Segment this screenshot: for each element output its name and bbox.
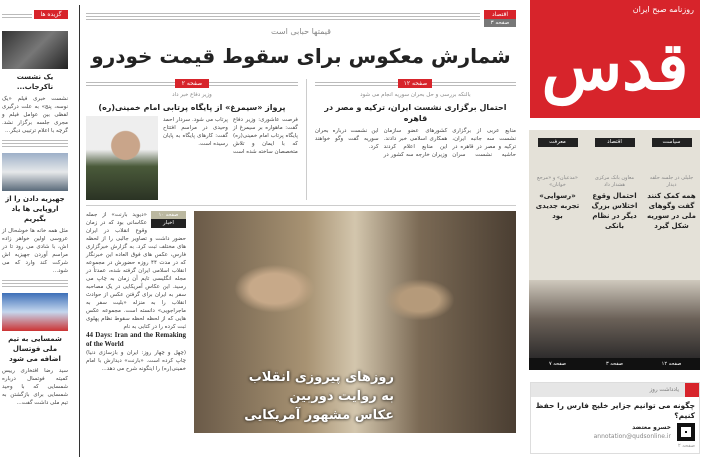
caption-line: به روایت دوربین bbox=[289, 389, 394, 404]
card-section: معرفت bbox=[538, 138, 578, 147]
card-title: احتمال وقوع اختلاس بزرگ دیگر در نظام بانکی bbox=[591, 192, 638, 230]
headline[interactable]: شمارش معکوس برای سقوط قیمت خودرو bbox=[91, 44, 511, 68]
divider bbox=[2, 140, 68, 147]
note-meta bbox=[594, 424, 671, 441]
card-economy[interactable] bbox=[586, 130, 643, 370]
minister-photo bbox=[86, 116, 158, 200]
note-title[interactable]: چگونه می توانیم جزایر خلیج فارس را حفظ کنیم؟ bbox=[535, 401, 695, 420]
story-kicker: بالنکه بررسی و حل بحران سوریه انجام می شود bbox=[360, 92, 471, 98]
item-text: سید رضا افتخاری رییس کمیته فوتسال درباره شمسایی که با وحید شمسایی برای بازگشتن به تیم ملی داشت گفت... bbox=[2, 368, 68, 406]
story-kicker: وزیر دفاع خبر داد bbox=[172, 92, 212, 98]
note-label: یادداشت روز bbox=[649, 387, 679, 393]
section-tag: اخبار bbox=[151, 219, 186, 228]
quote-icon bbox=[677, 423, 695, 441]
masthead-logo[interactable] bbox=[530, 0, 700, 118]
section-tag: اقتصاد bbox=[484, 10, 516, 19]
note-header bbox=[531, 383, 699, 397]
item-title[interactable]: یک نشست ناکرجاب... bbox=[16, 73, 54, 91]
card-title: همه کمک کنند گفت وگوهای ملی در سوریه شکل گیرد bbox=[647, 192, 696, 230]
item-text: مثل همه خانه ها خوشحال از عروسی اولین خواهر زاده اش، با شادی می رود تا در مراسم آوردن جهیزیه اش شرکت کند وارد که می شود... bbox=[2, 228, 68, 274]
story-title[interactable]: پرواز «سیمرغ» از پایگاه پرتابی امام خمینی(ره) bbox=[98, 103, 286, 112]
photo-story-row bbox=[86, 211, 516, 433]
hr bbox=[86, 205, 516, 206]
column-rule bbox=[306, 79, 307, 200]
note-author: خسرو معتضد bbox=[632, 423, 671, 431]
card-kicker: «مدعیان» و «مرجع خوانان» bbox=[537, 175, 578, 188]
story-text: (چهل و چهار روز: ایران و بازسازی دنیا) چاپ کرده است. «بارنت» دیدارش با امام خمینی(ره) را اینگونه شرح می دهد... bbox=[86, 350, 186, 372]
card-kicker: معاون بانک مرکزی هشدار داد bbox=[594, 175, 635, 188]
logo-text: قدس bbox=[541, 27, 689, 105]
note-byline bbox=[531, 423, 699, 441]
card-title: «رسوایی» تجربه جدیدی بود bbox=[535, 192, 580, 220]
portrait-photo bbox=[643, 280, 700, 358]
card-section: سیاست bbox=[652, 138, 692, 147]
card-page: صفحه ۱۲ bbox=[643, 358, 700, 370]
card-section: اقتصاد bbox=[595, 138, 635, 147]
list-item[interactable] bbox=[2, 31, 68, 135]
list-item[interactable] bbox=[2, 153, 68, 275]
card-politics[interactable] bbox=[643, 130, 700, 370]
card-knowledge[interactable] bbox=[529, 130, 586, 370]
photo-story-text bbox=[86, 211, 186, 433]
main-column bbox=[86, 10, 516, 433]
card-page: صفحه ۳ bbox=[586, 358, 643, 370]
story-body bbox=[86, 116, 298, 200]
logo-subtitle: روزنامه صبح ایران bbox=[632, 5, 694, 14]
item-photo bbox=[2, 293, 68, 331]
section-label bbox=[484, 10, 516, 27]
card-kicker: جلیلی در جلسه حلقه دیدار bbox=[649, 175, 694, 188]
page-tag: صفحه ۱۲ bbox=[398, 79, 432, 88]
story-text: فرصت عاشوری: وزیر دفاع گفت: ماهواره بر سیمرغ از پایگاه پرتاب امام خمینی(ره) که با ایمان و تلاش متخصصان ساخته شده است پرتاب می شود. سردار احمد وحیدی در مراسم افتتاح گفت: کارهای پایگاه به پایان رسیده است. bbox=[163, 117, 298, 155]
portrait-photo bbox=[529, 280, 586, 358]
story-text: منابع عربی از برگزاری نشست سه جانبه ایران، ترکیه و مصر در قاهره در حاشیه نشست سران کشورهای عضو سازمان همکاری اسلامی خبر دادند. این منابع اعلام کردند وزیران خارجه سه کشور در این نشست درباره بحران سوریه گفت وگو خواهند کرد. bbox=[314, 128, 516, 158]
note-box[interactable] bbox=[530, 382, 700, 454]
story-title[interactable]: احتمال برگزاری نشست ایران، ترکیه و مصر در قاهره bbox=[324, 103, 507, 123]
photo-story-tags bbox=[151, 211, 186, 228]
story-right[interactable] bbox=[315, 79, 516, 200]
revolution-photo[interactable] bbox=[194, 211, 516, 433]
section-tag: گزیده ها bbox=[34, 10, 68, 19]
page-tag: صفحه ۲ bbox=[175, 79, 209, 88]
item-title[interactable]: شمسایی به تیم ملی فوتسال اضافه می شود bbox=[8, 335, 62, 363]
note-page: صفحه ۲ bbox=[678, 443, 695, 449]
story-left[interactable] bbox=[86, 79, 298, 200]
left-column bbox=[2, 10, 68, 412]
cards-row bbox=[530, 130, 700, 370]
portrait-photo bbox=[586, 280, 643, 358]
kicker: قیمتها حبابی است bbox=[271, 27, 331, 36]
page-header bbox=[315, 79, 516, 88]
item-photo bbox=[2, 153, 68, 191]
item-title[interactable]: جهیزیه دادن را از اروپایی ها یاد بگیریم bbox=[5, 195, 65, 223]
photo-caption bbox=[234, 368, 394, 425]
main-header bbox=[86, 10, 516, 27]
book-title: 44 Days: Iran and the Remaking of the World bbox=[86, 331, 186, 348]
note-badge bbox=[685, 383, 699, 397]
page-header bbox=[86, 79, 298, 88]
header-stripe bbox=[86, 13, 480, 20]
divider bbox=[2, 12, 32, 18]
card-page: صفحه ۷ bbox=[529, 358, 586, 370]
caption-line: روزهای پیروزی انقلاب bbox=[248, 370, 394, 385]
stories-row bbox=[86, 79, 516, 200]
right-column bbox=[530, 0, 700, 454]
story-text: «دیوید بارنت» از جمله عکاسانی بود که در زمان وقوع انقلاب در ایران حضور داشت و تصاویر جالبی را از لحظه های مختلف ثبت کرد. به گزارش خبرگزاری فارس، عکس های فوق العاده این خبرنگار که در مدت ۴۴ روزه حضورش در مجموعه انقلاب اسلامی ایران گرفته شده، عمدتاً در مجله انگلیسی تایم آن زمان به چاپ می رسید. این عکاس آمریکایی در یک مصاحبه سفر به ایران برای گرفتن عکس از حوادث انقلاب را به منزله «بلیت سفر به ماجراجویی» دانسته است. مجموعه عکس هایی که از لحظه لحظه سقوط نظام پهلوی ثبت کرده را در کتابی به نام bbox=[86, 212, 187, 330]
left-header bbox=[2, 10, 68, 19]
item-photo bbox=[2, 31, 68, 69]
section-page: صفحه ۳ bbox=[484, 19, 516, 27]
page-tag: صفحه ۱۰ bbox=[151, 211, 186, 219]
divider bbox=[2, 280, 68, 287]
list-item[interactable] bbox=[2, 293, 68, 407]
item-text: نشست خبری فیلم «یک نوسه، پنج» به علت درگیری لفظی بین عوامل فیلم و مجری جلسه برگزار نشد. گرچه با اعلام ترتیبی دیگر... bbox=[2, 96, 68, 134]
note-email[interactable]: annotation@qudsonline.ir bbox=[593, 432, 671, 440]
caption-line: عکاس مشهور آمریکایی bbox=[244, 408, 394, 423]
column-rule bbox=[79, 5, 80, 457]
